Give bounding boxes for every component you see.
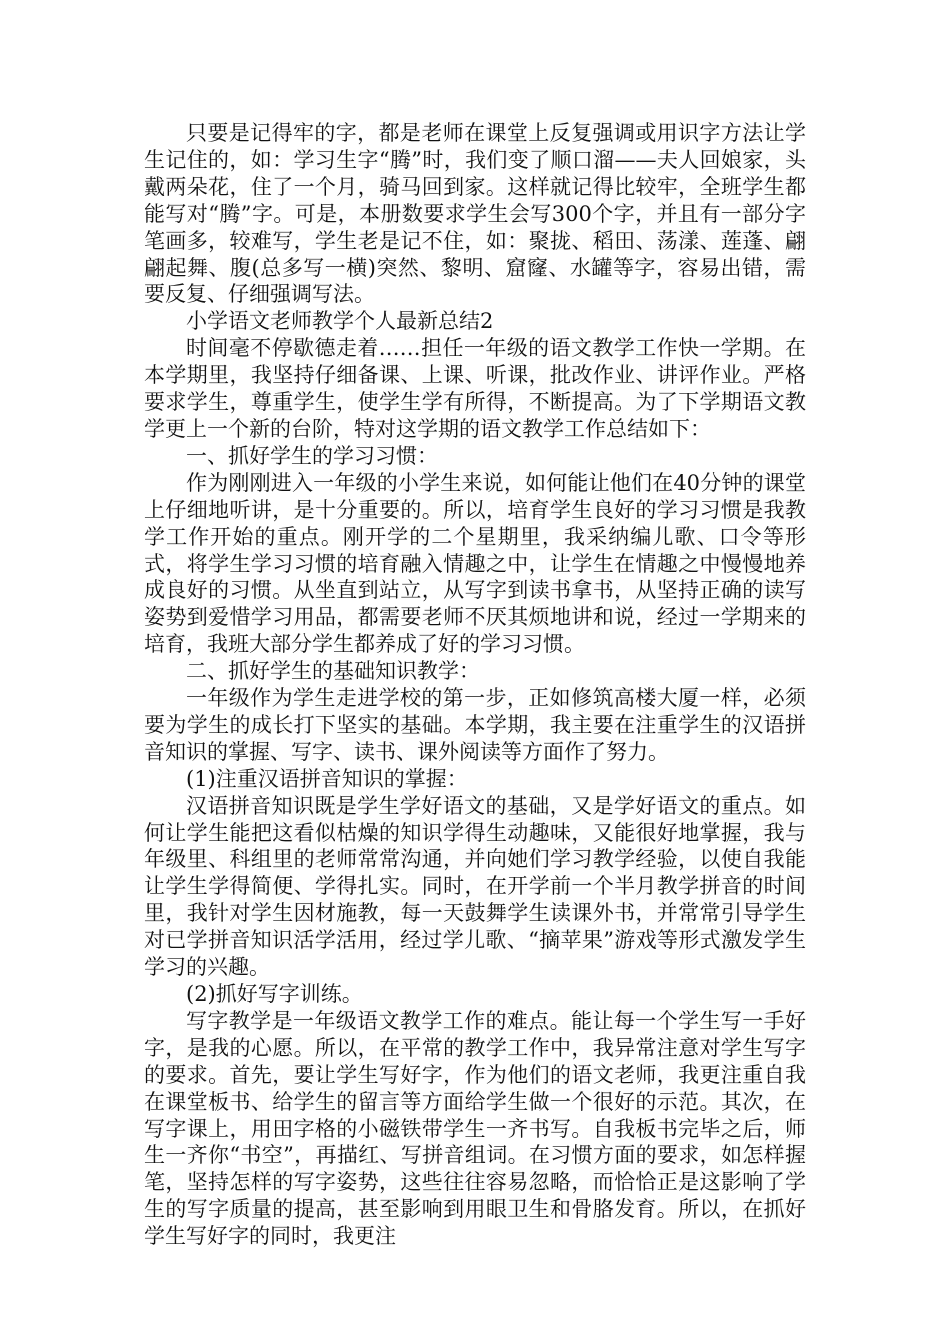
paragraph-4: 一年级作为学生走进学校的第一步，正如修筑高楼大厦一样，必须要为学生的成长打下坚实的基础。本学期，我主要在注重学生的汉语拼音知识的掌握、写字、读书、课外阅读等方面作了努力。 [144, 686, 806, 764]
heading-habits: 一、抓好学生的学习习惯： [186, 443, 438, 468]
paragraph-5: 汉语拼音知识既是学生学好语文的基础，又是学好语文的重点。如何让学生能把这看似枯燥的知识学得生动趣味，又能很好地掌握，我与年级里、科组里的老师常常沟通，并向她们学习教学经验，以使自我能让学生学得简便、学得扎实。同时，在开学前一个半月教学拼音的时间里，我针对学生因材施教，每一天鼓舞学生读课外书，并常常引导学生对已学拼音知识活学活用，经过学儿歌、“摘苹果”游戏等形式激发学生学习的兴趣。 [144, 793, 806, 980]
subheading-writing: (2)抓好写字训练。 [186, 982, 363, 1006]
section-title: 小学语文老师教学个人最新总结2 [186, 309, 494, 334]
paragraph-2: 时间毫不停歇德走着……担任一年级的语文教学工作快一学期。在本学期里，我坚持仔细备课、上课、听课，批改作业、讲评作业。严格要求学生，尊重学生，使学生学有所得，不断提高。为了下学期语文教学更上一个新的台阶，特对这学期的语文教学工作总结如下： [144, 336, 806, 441]
subheading-pinyin: (1)注重汉语拼音知识的掌握： [186, 766, 468, 791]
paragraph-3: 作为刚刚进入一年级的小学生来说，如何能让他们在40分钟的课堂上仔细地听讲，是十分重要的。所以，培育学生良好的学习习惯是我教学工作开始的重点。刚开学的二个星期里，我采纳编儿歌、口令等形式，将学生学习习惯的培育融入情趣之中，让学生在情趣之中慢慢地养成良好的习惯。从坐直到站立，从写字到读书拿书，从坚持正确的读写姿势到爱惜学习用品，都需要老师不厌其烦地讲和说，经过一学期来的培育，我班大部分学生都养成了好的学习习惯。 [144, 470, 806, 657]
paragraph-1: 只要是记得牢的字，都是老师在课堂上反复强调或用识字方法让学生记住的，如：学习生字“腾”时，我们变了顺口溜——夫人回娘家，头戴两朵花，住了一个月，骑马回到家。这样就记得比较牢，全班学生都能写对“腾”字。可是，本册数要求学生会写300个字，并且有一部分字笔画多，较难写，学生老是记不住，如：聚拢、稻田、荡漾、莲蓬、翩翩起舞、腹(总多写一横)突然、黎明、窟窿、水罐等字，容易出错，需要反复、仔细强调写法。 [144, 121, 806, 307]
paragraph-6: 写字教学是一年级语文教学工作的难点。能让每一个学生写一手好字，是我的心愿。所以，在平常的教学工作中，我异常注意对学生写字的要求。首先，要让学生写好字，作为他们的语文老师，我更注重自我在课堂板书、给学生的留言等方面给学生做一个很好的示范。其次，在写字课上，用田字格的小磁铁带学生一齐书写。自我板书完毕之后，师生一齐你“书空”，再描红、写拼音组词。在习惯方面的要求，如怎样握笔，坚持怎样的写字姿势，这些往往容易忽略，而恰恰正是这影响了学生的写字质量的提高，甚至影响到用眼卫生和骨胳发育。所以，在抓好学生写好字的同时，我更注 [144, 1008, 806, 1249]
heading-basics: 二、抓好学生的基础知识教学： [186, 659, 480, 684]
document-page [144, 120, 806, 1250]
